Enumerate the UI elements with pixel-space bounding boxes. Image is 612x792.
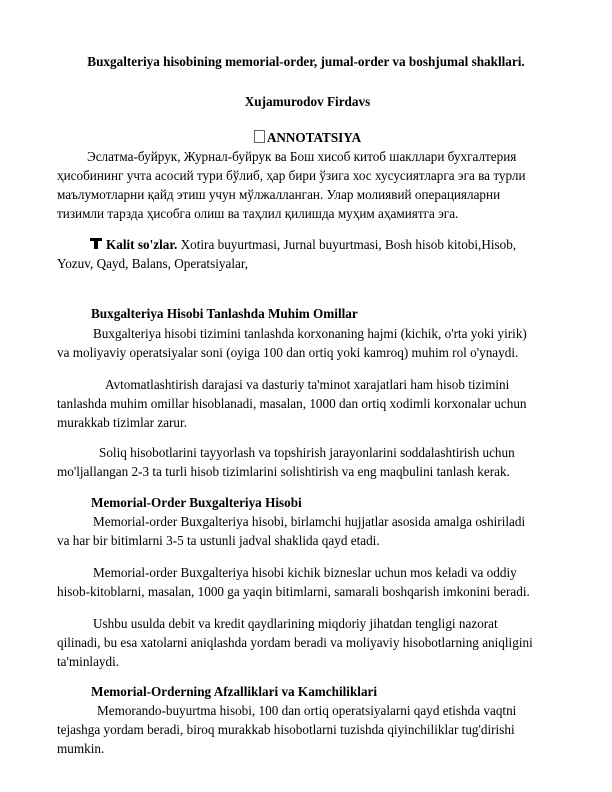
paragraph-line: ta'minlaydi. (57, 654, 120, 669)
pin-icon (89, 237, 103, 250)
annotation-body (57, 147, 558, 223)
paragraph (57, 512, 558, 550)
author-name: Xujamurodov Firdavs (244, 94, 371, 109)
missing-glyph-icon (254, 130, 265, 143)
paragraph-line: hisob-kitoblarni, masalan, 1000 ga yaqin bitimlarni, samarali boshqarish imkonini beradi. (57, 584, 530, 599)
paragraph-line: Ushbu usulda debit va kredit qaydlarining miqdoriy jihatdan tengligi nazorat (93, 616, 498, 631)
paragraph (57, 375, 558, 432)
paragraph-line: mo'ljallangan 2-3 ta turli hisob tizimlarini solishtirish va eng maqbulini tanlash kerak. (57, 464, 510, 479)
paragraph (57, 701, 558, 758)
keywords-text: Xotira buyurtmasi, Jurnal buyurtmasi, Bosh hisob kitobi,Hisob, (180, 237, 517, 252)
section-heading: Buxgalteriya Hisobi Tanlashda Muhim Omillar (91, 306, 358, 321)
paragraph-line: Soliq hisobotlarini tayyorlash va topshirish jarayonlarini soddalashtirish uchun (99, 445, 515, 460)
paragraph (57, 324, 558, 362)
paragraph-line: tejashga yordam beradi, biroq murakkab hisobotlarni tuzishda qiyinchiliklar tug'dirishi (57, 722, 515, 737)
section-heading: Memorial-Order Buxgalteriya Hisobi (91, 495, 302, 510)
annotation-heading (57, 128, 558, 147)
paragraph (57, 614, 558, 671)
paragraph-line: qilinadi, bu esa xatolarni aniqlashda yordam beradi va moliyaviy hisobotlarning aniqligini (57, 635, 533, 650)
paragraph-line: Avtomatlashtirish darajasi va dasturiy ta'minot xarajatlari ham hisob tizimini (105, 377, 510, 392)
annotation-line: тизимли тарзда ҳисобга олиш ва таҳлил қилишда муҳим аҳамиятга эга. (57, 206, 459, 221)
annotation-heading-text: ANNOTATSIYA (266, 130, 362, 145)
paragraph-line: va moliyaviy operatsiyalar soni (oyiga 100 dan ortiq yoki kamroq) muhim rol o'ynaydi. (57, 345, 519, 360)
keywords-line: Yozuv, Qayd, Balans, Operatsiyalar, (57, 256, 249, 271)
section-heading: Memorial-Orderning Afzalliklari va Kamchiliklari (91, 684, 378, 699)
keywords-label: Kalit so'zlar. (106, 237, 178, 252)
annotation-line: Эслатма-буйрук, Журнал-буйрук ва Бош хисоб китоб шакллари бухгалтерия (87, 149, 517, 164)
document-title: Buxgalteriya hisobining memorial-order, jumal-order va boshjumal shakllari. (87, 54, 525, 69)
paragraph-line: tanlashda muhim omillar hisoblanadi, masalan, 1000 dan ortiq xodimli korxonalar uchun (57, 396, 527, 411)
paragraph (57, 443, 558, 481)
paragraph-line: murakkab tizimlar zarur. (57, 415, 187, 430)
paragraph (57, 563, 558, 601)
paragraph-line: Memorando-buyurtma hisobi, 100 dan ortiq operatsiyalarni qayd etishda vaqtni (97, 703, 517, 718)
paragraph-line: mumkin. (57, 741, 105, 756)
paragraph-line: Memorial-order Buxgalteriya hisobi kichik bizneslar uchun mos keladi va oddiy (93, 565, 517, 580)
keywords-line (57, 235, 558, 254)
paragraph-line: va har bir bitimlarni 3-5 ta ustunli jadval shaklida qayd etadi. (57, 533, 380, 548)
annotation-line: ҳисобининг учта асосий тури бўлиб, ҳар бири ўзига хос хусусиятларга эга ва турли (57, 168, 526, 183)
paragraph-line: Memorial-order Buxgalteriya hisobi, birlamchi hujjatlar asosida amalga oshiriladi (93, 514, 526, 529)
keywords-block (57, 235, 558, 273)
paragraph-line: Buxgalteriya hisobi tizimini tanlashda korxonaning hajmi (kichik, o'rta yoki yirik) (93, 326, 527, 341)
annotation-line: маълумотларни қайд этиш учун мўлжалланган. Улар молиявий операцияларни (57, 187, 501, 202)
